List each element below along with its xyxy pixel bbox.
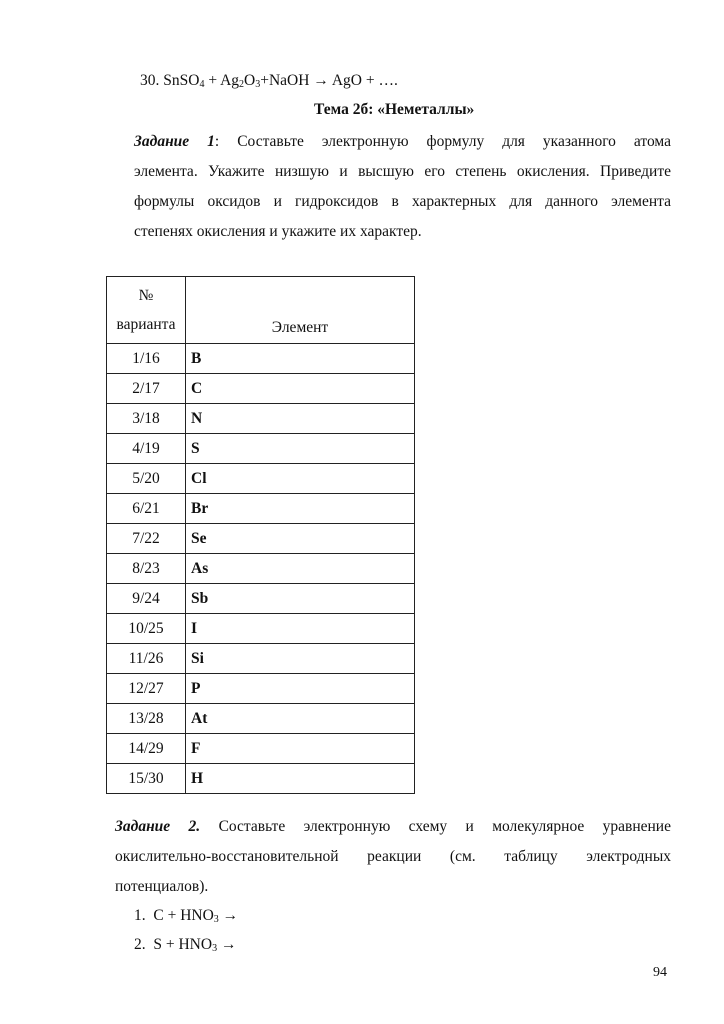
table-row [107,704,415,734]
element-cell: Si [186,644,415,674]
task2-line-2: окислительно-восстановительной реакции (см. таблицу электродных [115,848,671,865]
element-cell: Se [186,524,415,554]
task1-line-1: Задание 1: Составьте электронную формулу для указанного атома [134,133,671,150]
arrow-icon: → [218,907,239,924]
page-number: 94 [653,965,667,980]
element-cell: C [186,374,415,404]
header-element: Элемент [186,277,415,344]
table-row [107,734,415,764]
task2-item-1: 1. $C + HNO_3$ → [134,907,239,925]
variant-cell: 9/24 [107,584,186,614]
table-row [107,674,415,704]
task2-item-2: 2. $S + HNO_3$ → [134,936,237,954]
topic-title: Тема 2б: «Неметаллы» [314,101,475,118]
element-cell: Br [186,494,415,524]
task1-line-2: элемента. Укажите низшую и высшую его степень окисления. Приведите [134,163,671,180]
table-row [107,524,415,554]
element-cell: P [186,674,415,704]
variant-cell: 4/19 [107,434,186,464]
task1-label: Задание 1 [134,133,215,150]
element-cell: H [186,764,415,794]
variant-cell: 15/30 [107,764,186,794]
arrow-icon: → [217,936,237,953]
element-cell: F [186,734,415,764]
element-cell: As [186,554,415,584]
reaction-30-number: 30. [140,72,160,89]
table-row [107,404,415,434]
table-row [107,464,415,494]
variant-cell: 6/21 [107,494,186,524]
element-cell: N [186,404,415,434]
variant-cell: 13/28 [107,704,186,734]
variant-cell: 2/17 [107,374,186,404]
variant-cell: 5/20 [107,464,186,494]
reaction-30 [140,72,398,90]
variant-cell: 1/16 [107,344,186,374]
element-cell: At [186,704,415,734]
table-row [107,494,415,524]
variant-cell: 10/25 [107,614,186,644]
task2-line-1: Задание 2. Составьте электронную схему и молекулярное уравнение [115,818,671,835]
variant-cell: 8/23 [107,554,186,584]
element-table [106,276,415,794]
element-cell: Sb [186,584,415,614]
variant-cell: 12/27 [107,674,186,704]
variant-cell: 11/26 [107,644,186,674]
element-cell: Cl [186,464,415,494]
reaction-30-formula: SnSO$_4$ + $Ag_2O_3+NaOH$ → AgO + …. [163,72,398,90]
header-variant: № варианта [107,277,186,344]
element-cell: S [186,434,415,464]
element-cell: B [186,344,415,374]
table-row [107,614,415,644]
task1-line-3: формулы оксидов и гидроксидов в характерных для данного элемента [134,193,671,210]
task1-line-4: степенях окисления и укажите их характер. [134,223,422,240]
arrow-icon: → [313,72,329,89]
table-row [107,554,415,584]
table-row [107,764,415,794]
table-row [107,644,415,674]
variant-cell: 3/18 [107,404,186,434]
task2-line-3: потенциалов). [115,878,209,895]
table-row [107,584,415,614]
task2-label: Задание 2. [115,818,201,835]
table-row [107,374,415,404]
table-row [107,344,415,374]
variant-cell: 7/22 [107,524,186,554]
table-header-row [107,277,415,344]
variant-cell: 14/29 [107,734,186,764]
element-cell: I [186,614,415,644]
table-row [107,434,415,464]
